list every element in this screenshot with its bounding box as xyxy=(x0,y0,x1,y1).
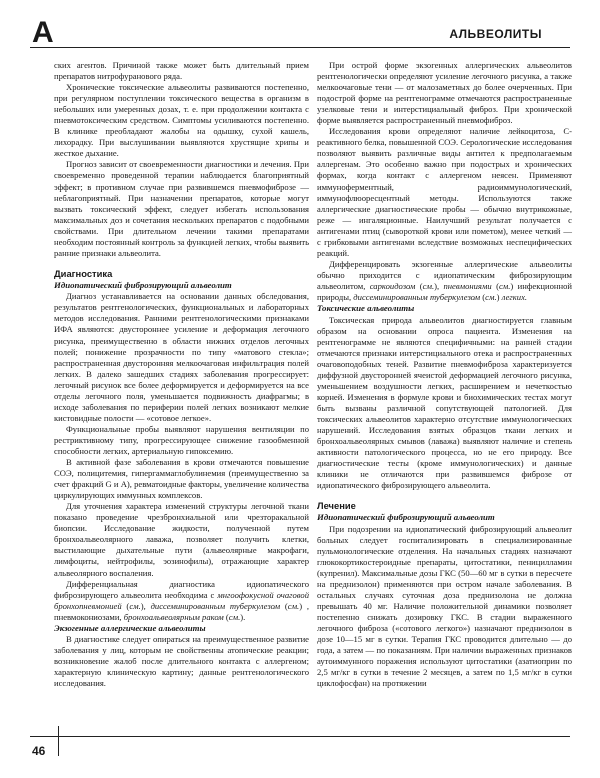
section-letter: А xyxy=(32,16,54,49)
page-number: 46 xyxy=(32,744,46,758)
subheading-toxic: Токсические альвеолиты xyxy=(317,303,415,314)
link-multifocal[interactable]: мнгоофокусной очаговой бронхопневмонией xyxy=(54,589,309,611)
see-ref: см. xyxy=(228,611,241,622)
header-rule xyxy=(30,47,570,48)
footer-tick xyxy=(58,726,59,756)
link-pneumonia[interactable]: пневмониями xyxy=(443,280,492,291)
link-sarcoidosis[interactable]: саркоидозом xyxy=(369,280,416,291)
text: , пневмокониозами, xyxy=(54,600,310,622)
section-heading-treatment: Лечение xyxy=(317,500,356,512)
paragraph-differential: Дифференциальная диагностика идиопатического фиброзирующего альвеолита необходима с мнгоофокусной очаговой бронхопневмонией (см.), диссеминированным туберкулезом (см.) , пневмокониозами, бронхоальвеолярным раком (см.). xyxy=(54,578,310,622)
section-heading-diagnostics: Диагностика xyxy=(54,267,113,279)
paragraph: При острой форме экзогенных аллергических альвеолитов рентгенологически определяют усиление легочного рисунка, а также мелкоочаговые тени — от малозаметных до более очерченных. При подострой форме на рентгенограмме отмечаются распространенные узелковые тени и интерстициальный фиброз. При хронической форме выявляется распространенный пневмофиброз. xyxy=(317,60,572,126)
paragraph: ских агентов. Причиной также может быть длительный прием препаратов нитрофуранового ряда. xyxy=(54,60,309,82)
text: ( xyxy=(223,611,229,622)
text: ). xyxy=(240,611,246,622)
paragraph: В активной фазе заболевания в крови отмечаются повышение СОЭ, полицитемия, гипергаммаглобулинемия (преимущественно за счет фракций G и A), ревматоидные факторы, увеличение количества циркулирующих иммунных комплексов. xyxy=(54,457,309,501)
subheading-exo: Экзогенные аллергические альвеолиты xyxy=(54,622,206,633)
running-title: АЛЬВЕОЛИТЫ xyxy=(449,27,542,41)
paragraph: В диагностике следует опираться на преимущественное развитие заболевания у лиц, которым не свойственны атопические реакции; возникновение жалоб после длительного контакта с аллергеном; характерную клиническую картину; данные рентгенологического исследования. xyxy=(54,634,309,689)
see-ref: см. xyxy=(485,291,497,302)
subheading-ifa: Идиопатический фиброзирующий альвеолит xyxy=(54,279,232,290)
paragraph: Исследования крови определяют наличие лейкоцитоза, С-реактивного белка, повышенной СОЭ. Серологические исследования позволяют выявить различные виды антител к предполагаемым аллергенам. Это особенно важно при подострых и хронических формах, когда контакт с аллергеном неясен. Применяют иммуноферментный, радиоиммунологический, иммунофлюоресцентный методы. Используются также аллергические диагностические пробы — обычно внутрикожные, реже — ингаляционные. Наилучший результат получается с антигенами птиц (сывороткой крови или пометом), менее четкий — с грибковыми антигенами вследствие возможных неспецифических реакций. xyxy=(317,126,572,258)
text: инфекционной природы, xyxy=(317,280,572,302)
link-bronchoalveolar-cancer[interactable]: бронхоальвеолярным раком xyxy=(123,611,224,622)
see-ref: см. xyxy=(498,280,511,291)
footer-rule xyxy=(30,736,570,737)
subheading-ifa-treatment: Идиопатический фиброзирующий альвеолит xyxy=(317,512,495,523)
paragraph: Функциональные пробы выявляют нарушения вентиляции по рестриктивному типу, прогрессирующее снижение газообменной способности легких, артериальную гипоксемию. xyxy=(54,423,309,456)
paragraph: Для уточнения характера изменений структуры легочной ткани показано проведение чрезбронхиальной или чрезторакальной биопсии. Исследование жидкости, полученной путем бронхоальвеолярного лаважа, позволяет получить клетки, выстилающие дыхательные пути (альвеолярные макрофаги, лимфоциты, нейтрофилы, эозинофилы), отражающие характер альвеолярного воспаления. xyxy=(54,501,309,578)
paragraph: Диагноз устанавливается на основании данных обследования, результатов рентгенологических, функциональных и лабораторных методов исследования. Ранними рентгенологическими признаками ИФА являются: двустороннее усиление и деформация легочного рисунка, преимущественно в области нижних отделов легочных полей; понижение прозрачности по типу «матового стекла»; распространенная двусторонняя мелкоочаговая инфильтрация полей легких. В далеко зашедших стадиях заболевания прогрессирует: легочный рисунок все более деформируется и деформируется на все отделы легочного поля, уменьшается подвижность диафрагмы; в исходе заболевания по периферии полей легких возникают мелкие кистовидные полости — «сотовое легкое». xyxy=(54,291,309,423)
paragraph: Токсическая природа альвеолитов диагностируется главным образом на основании опроса пациента. Изменения на рентгенограмме не являются специфичными: на ранней стадии отмечаются признаки интерстициального отека и распространенных очаговоподобных теней. Развитие пневмофиброза характеризуется диффузной двусторонней ячеистой деформацией легочного рисунка, уменьшением воздушности легких, расширением и нечеткостью корней. Изменения в формуле крови и биохимических тестах могут быть вызваны различной сопутствующей патологией. Для токсических альвеолитов характерно отсутствие иммунологических нарушений. Исследования взятых образцов ткани легких и бронхоальвеолярных смывов (лаважа) выявляют наличие и степень активности патологического процесса, но не его природу. Все диагностические тесты (кроме иммунологических) и данные клиники не отличаются при развившемся фиброзе от идиопатического фиброзирующего альвеолита. xyxy=(317,314,572,491)
paragraph-differential-exo: Дифференцировать экзогенные аллергические альвеолиты обычно приходится с идиопатическим фиброзирующим альвеолитом, саркоидозом (см.), пневмониями (см.) инфекционной природы, диссеминированным туберкулезом (см.) легких. xyxy=(317,258,572,302)
text: легких. xyxy=(501,291,528,302)
see-ref: см. xyxy=(129,600,141,611)
text: Дифференциальная диагностика идиопатического фиброзирующего альвеолита необходима с xyxy=(54,578,309,600)
paragraph: При подозрении на идиопатический фиброзирующий альвеолит больных следует госпитализировать в специализированные пульмонологические отделения. На начальных стадиях назначают глюкокортикостероидные препараты, цитостатики, пеницилламин (купренил). Максимальные дозы ГКС (50—60 мг в сутки в пересчете на преднизолон) применяются при остром начале заболевания. В остальных случаях суточная доза преднизолона не должна превышать 40 мг. Наличие положительной динамики позволяет постепенно снижать дозировку ГКС. В стадии выраженного легочного фиброза («сотового легкого») назначают преднизолон в дозе 10—15 мг в сутки. Терапия ГКС проводится длительно — до года, а затем — по показаниям. При наличии выраженных признаков аутоиммунного поражения используют цитостатики (азатиоприн по 2,5 мг/кг в сутки в течение 2 месяцев, а затем по 1,5 мг/кг в сутки циклофосфан) на протяжении xyxy=(317,523,572,689)
right-column xyxy=(317,60,572,689)
see-ref: см. xyxy=(422,280,435,291)
page-header xyxy=(0,0,600,52)
link-dissem-tb[interactable]: диссеминированным туберкулезом xyxy=(353,291,481,302)
see-ref: см. xyxy=(287,600,300,611)
text: Дифференцировать экзогенные аллергические альвеолиты обычно приходится с идиопатическим фиброзирующим альвеолитом, xyxy=(317,258,572,291)
left-column xyxy=(54,60,309,689)
link-dissem-tb[interactable]: диссеминированным туберкулезом xyxy=(150,600,281,611)
paragraph: Хронические токсические альвеолиты развиваются постепенно, при регулярном поступлении токсического вещества в организм в небольших или умеренных дозах, т. е. при продолжении контакта с пневмотоксическим средством. Симптомы усиливаются постепенно. В клинике преобладают жалобы на одышку, сухой кашель, лихорадку. При выслушивании выявляются хрустящие хрипы и жесткое дыхание. xyxy=(54,82,309,159)
paragraph: Прогноз зависит от своевременности диагностики и лечения. При своевременно проведенной терапии наблюдается благоприятный эффект; в противном случае при развившемся пневмофиброзе — неблагоприятный. При назначении препаратов, которые могут вызвать токсический эффект, следует избегать использования максимальных доз и сочетания нескольких препаратов с подобными свойствами. При длительном лечении такими препаратами необходим постоянный контроль за функцией легких, чтобы выявить ранние признаки альвеолита. xyxy=(54,159,309,258)
